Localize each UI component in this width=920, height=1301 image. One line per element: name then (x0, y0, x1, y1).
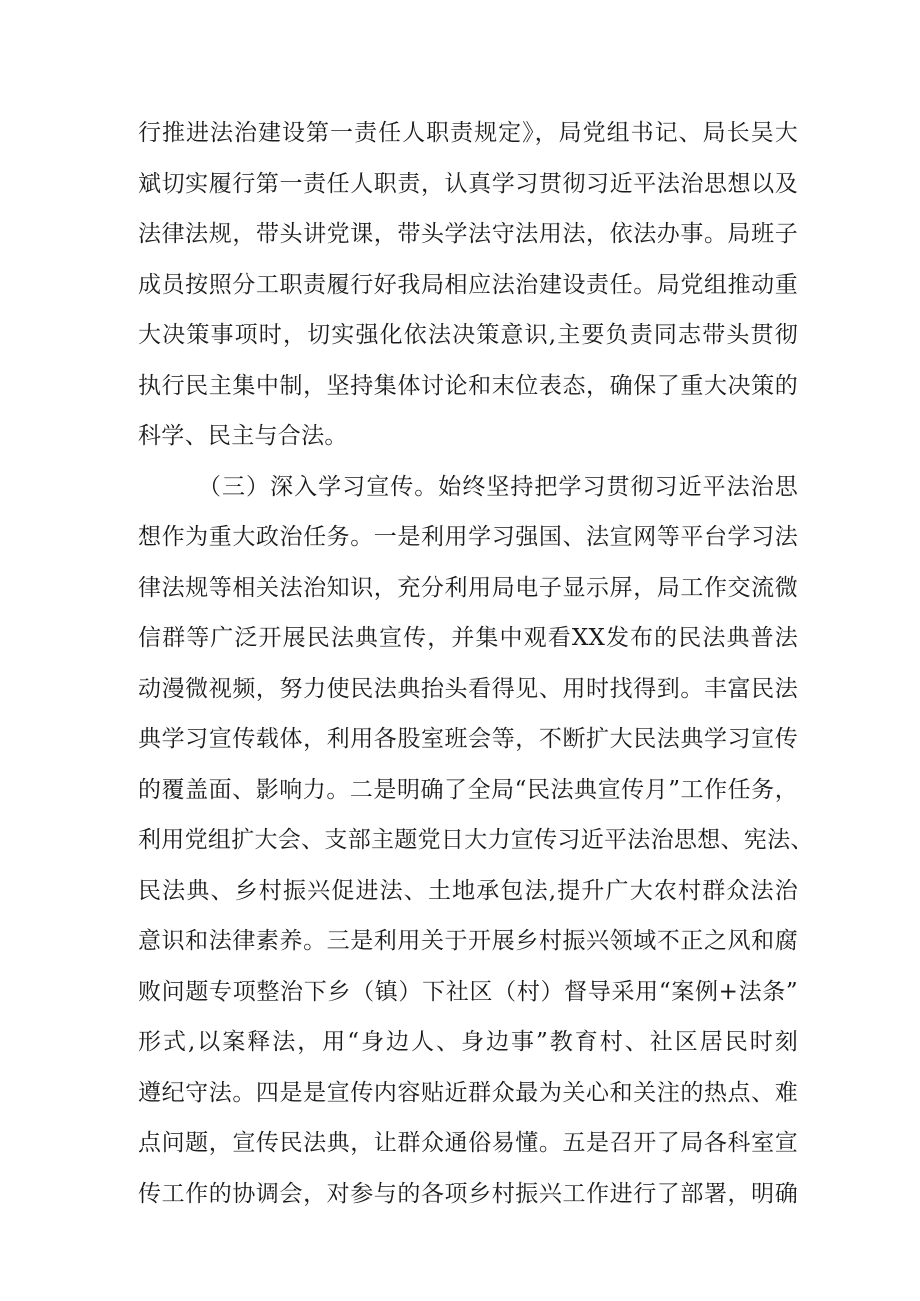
body-text (138, 108, 814, 1219)
text-line: 法律法规，带头讲党课，带头学法守法用法，依法办事。局班子 (138, 221, 798, 247)
text-line: 科学、民主与合法。 (138, 423, 348, 449)
text-line: 执行民主集中制，坚持集体讨论和末位表态，确保了重大决策的 (138, 372, 798, 399)
text-line: 斌切实履行第一责任人职责，认真学习贯彻习近平法治思想以及 (138, 170, 798, 197)
text-line: 利用党组扩大会、支部主题党日大力宣传习近平法治思想、宪法、 (138, 827, 814, 853)
text-line: 行推进法治建设第一责任人职责规定》，局党组书记、局长吴大 (138, 120, 798, 146)
text-line: 成员按照分工职责履行好我局相应法治建设责任。局党组推动重 (138, 271, 798, 298)
text-line: 遵纪守法。四是是宣传内容贴近群众最为关心和关注的热点、难 (138, 1079, 798, 1106)
text-line: 点问题，宣传民法典，让群众通俗易懂。五是召开了局各科室宣 (138, 1130, 798, 1156)
paragraph-1 (138, 108, 798, 462)
text-line: 意识和法律素养。三是利用关于开展乡村振兴领域不正之风和腐 (138, 928, 798, 954)
text-line: 败问题专项整治下乡（镇）下社区（村）督导采用“案例+法条” (138, 978, 798, 1005)
paragraph-2 (138, 462, 814, 1220)
text-line: 典学习宣传载体，利用各股室班会等，不断扩大民法典学习宣传 (138, 726, 798, 752)
section-heading-line: （三）深入学习宣传。始终坚持把学习贯彻习近平法治思 (198, 473, 798, 500)
text-line: 律法规等相关法治知识，充分利用局电子显示屏，局工作交流微 (138, 574, 798, 601)
text-line: 动漫微视频，努力使民法典抬头看得见、用时找得到。丰富民法 (138, 675, 798, 702)
text-line: 大决策事项时，切实强化依法决策意识,主要负责同志带头贯彻 (138, 322, 798, 348)
text-line: 的覆盖面、影响力。二是明确了全局“民法典宣传月”工作任务， (138, 776, 798, 803)
text-line: 传工作的协调会，对参与的各项乡村振兴工作进行了部署，明确 (138, 1180, 798, 1207)
text-line: 形式,以案释法，用“身边人、身边事”教育村、社区居民时刻 (138, 1029, 798, 1055)
text-line: 信群等广泛开展民法典宣传，并集中观看XX发布的民法典普法 (138, 625, 798, 651)
text-line: 想作为重大政治任务。一是利用学习强国、法宣网等平台学习法 (138, 524, 798, 550)
text-line: 民法典、乡村振兴促进法、土地承包法,提升广大农村群众法治 (138, 877, 798, 904)
